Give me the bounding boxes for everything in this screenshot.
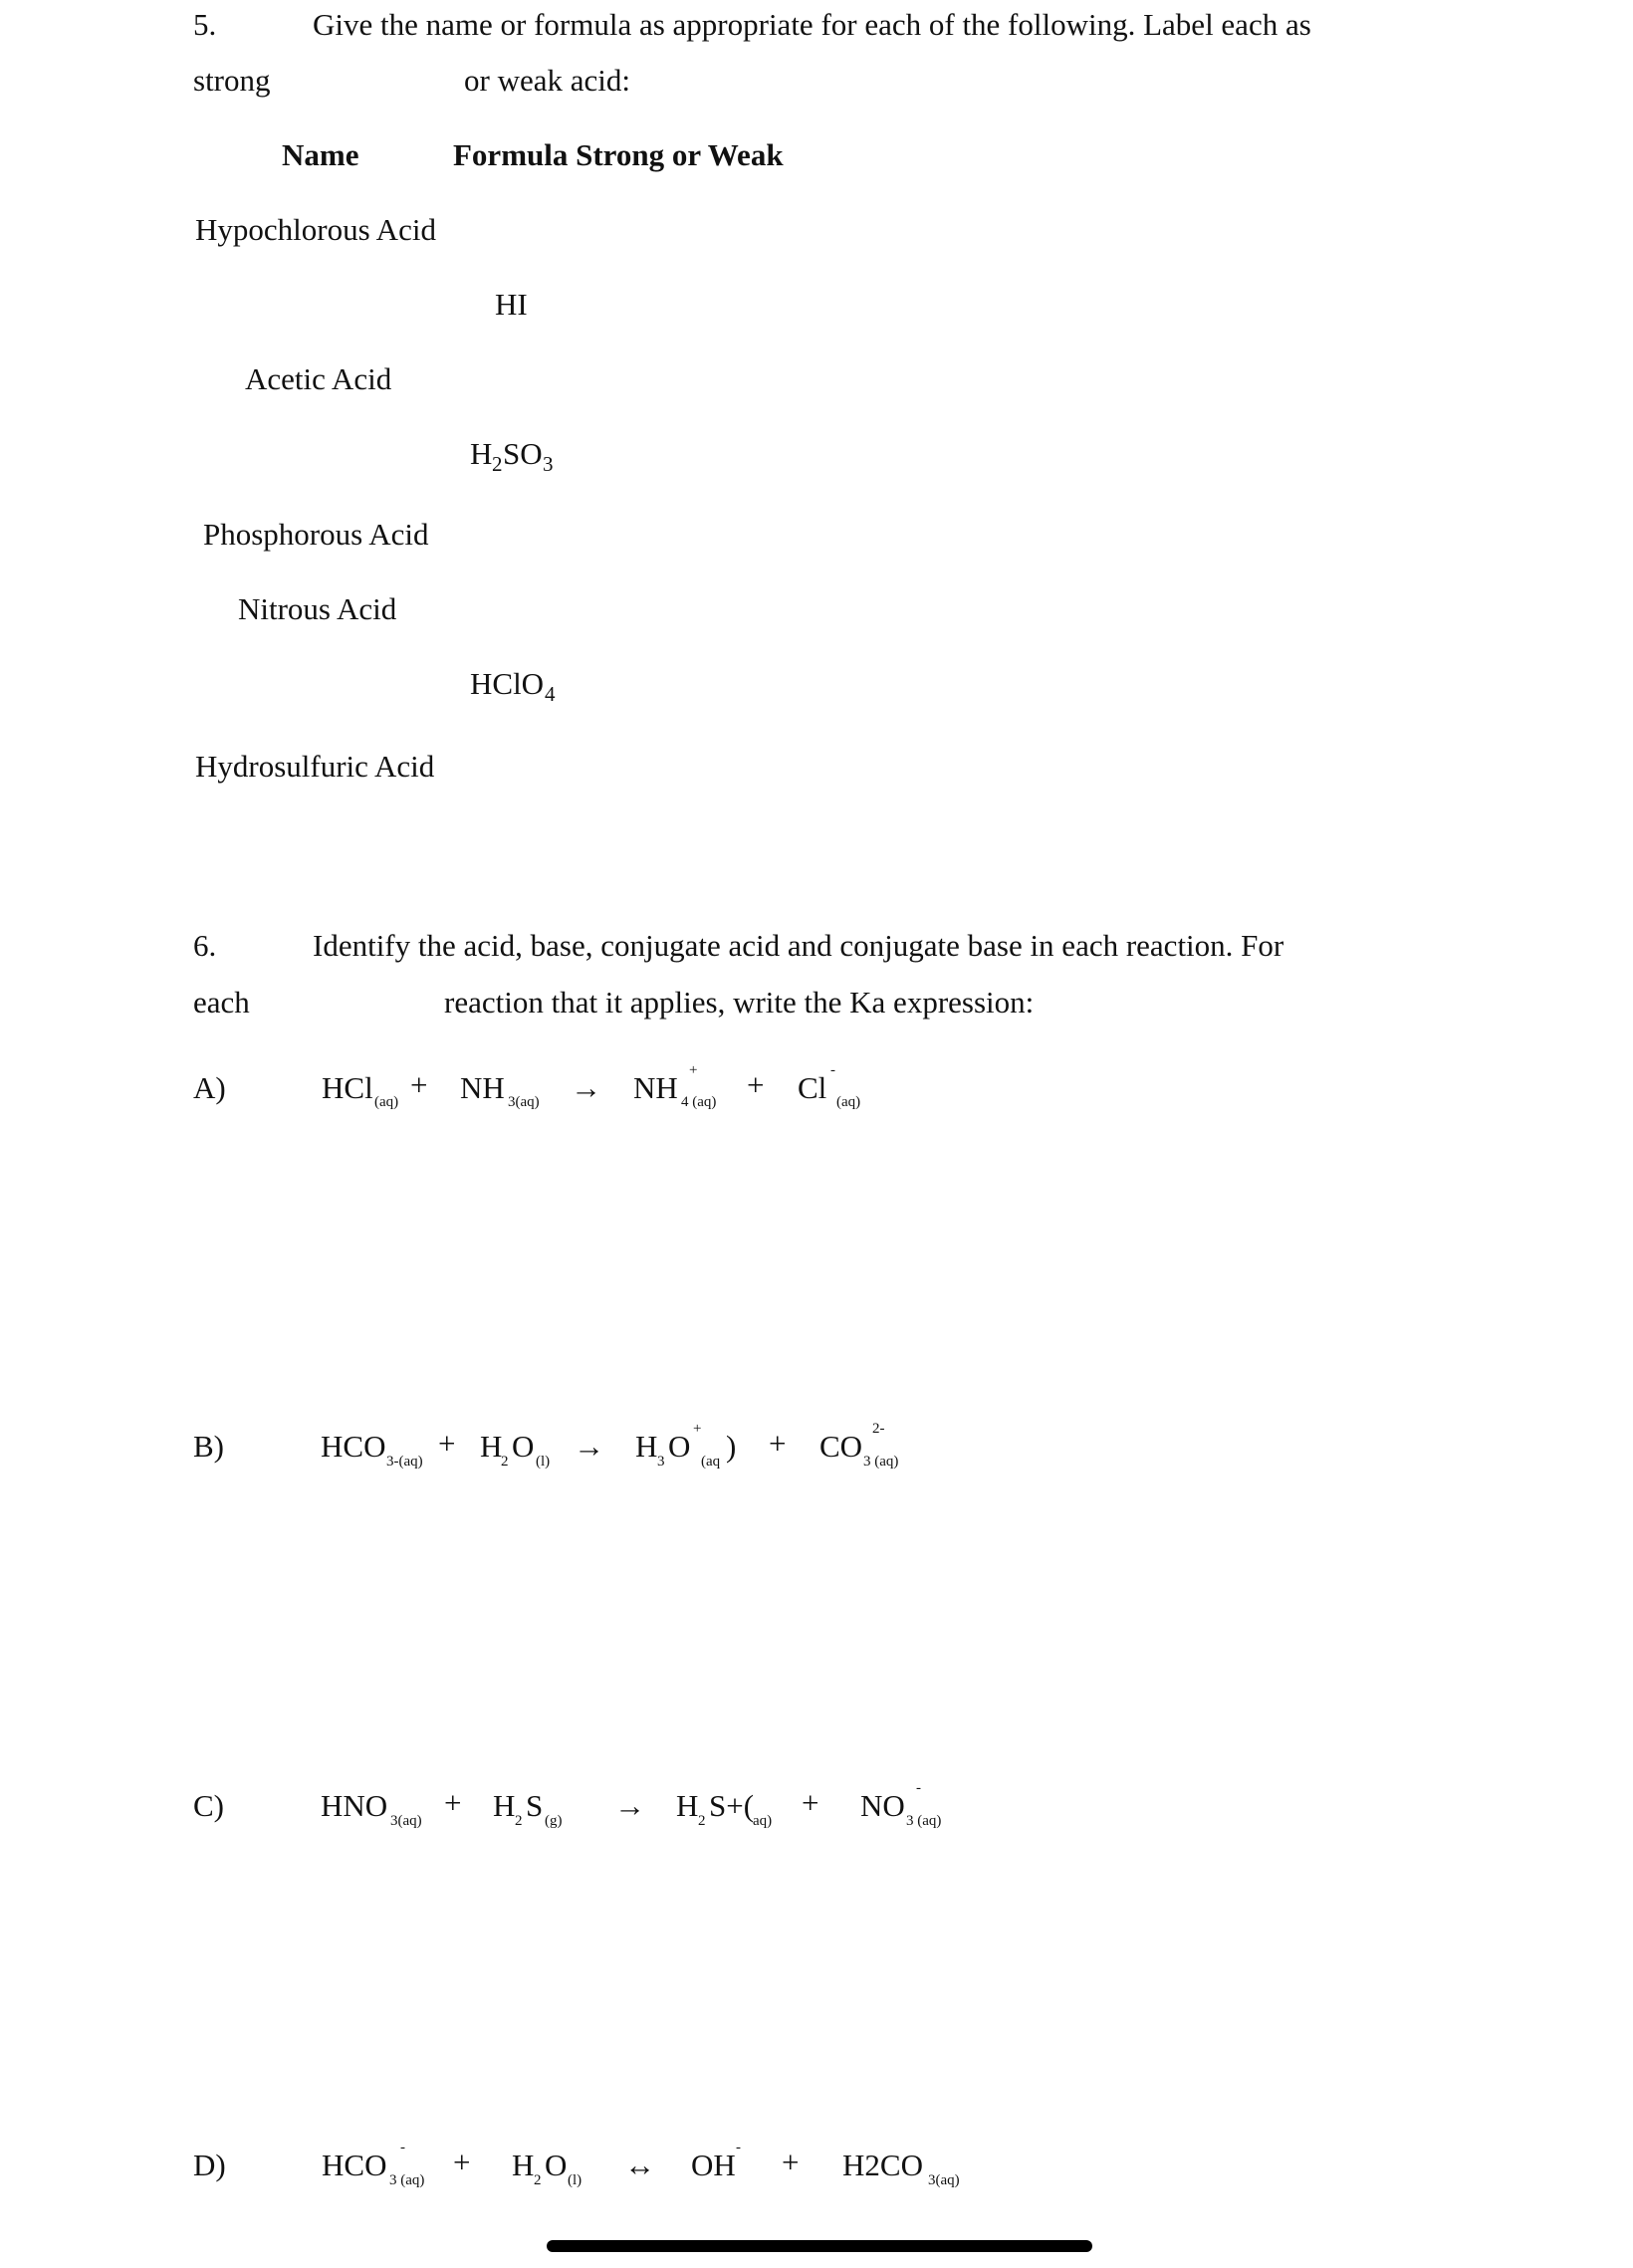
reaction-b-plus1: +: [438, 1426, 456, 1461]
q5-prompt-strong: strong: [193, 63, 271, 98]
reaction-c-h2s-prod-s: S+(: [709, 1788, 755, 1823]
reaction-c-plus1: +: [444, 1785, 462, 1820]
name-hydrosulfuric-acid: Hydrosulfuric Acid: [195, 749, 435, 784]
formula-hi: HI: [495, 287, 528, 322]
reaction-b-arrow: →: [574, 1429, 604, 1464]
reaction-d-arrow: ↔: [624, 2148, 655, 2182]
reaction-d-hco3-sub: 3 (aq): [389, 2172, 425, 2188]
reaction-c-h2s-h: H: [493, 1788, 516, 1823]
reaction-c-hno3: HNO: [321, 1788, 388, 1823]
reaction-d-h2o-o: O: [545, 2148, 568, 2182]
reaction-d-h2o-h: H: [512, 2148, 535, 2182]
reaction-d-h2o-state: (l): [568, 2172, 583, 2188]
reaction-b-label: B): [193, 1429, 224, 1464]
reaction-a-nh4-charge: +: [689, 1062, 698, 1078]
reaction-d-oh: OH: [691, 2148, 736, 2182]
reaction-d-hco3: HCO: [322, 2148, 387, 2182]
formula-h2so3-h: H: [470, 436, 493, 471]
reaction-a-plus1: +: [410, 1067, 428, 1102]
q6-prompt-line2: reaction that it applies, write the Ka expression:: [444, 985, 1035, 1020]
reaction-c-h2s-prod-state: aq): [753, 1813, 773, 1829]
reaction-c-hno3-sub: 3(aq): [390, 1813, 422, 1829]
formula-hclo4-sub4: 4: [545, 682, 556, 706]
reaction-d-label: D): [193, 2148, 226, 2182]
reaction-b-h3o-charge: +: [693, 1421, 702, 1437]
reaction-c-h2s-state: (g): [545, 1813, 563, 1829]
reaction-a-cl: Cl: [798, 1070, 827, 1105]
reaction-a-arrow: →: [571, 1070, 601, 1105]
reaction-b-h2o-o: O: [512, 1429, 535, 1464]
reaction-b-co3: CO: [819, 1429, 863, 1464]
reaction-d-oh-charge: -: [736, 2140, 741, 2155]
reaction-a-nh3: NH: [460, 1070, 505, 1105]
q6-prompt-line1: Identify the acid, base, conjugate acid and conjugate base in each reaction. For: [313, 928, 1284, 963]
reaction-b-h3o-paren: ): [726, 1429, 737, 1464]
name-hypochlorous-acid: Hypochlorous Acid: [195, 212, 436, 247]
reaction-b-co3-sub: 3 (aq): [863, 1454, 899, 1470]
reaction-a-nh4: NH: [633, 1070, 678, 1105]
reaction-b-h2o-state: (l): [536, 1454, 551, 1470]
reaction-c-plus2: +: [802, 1785, 819, 1820]
q5-prompt-line1: Give the name or formula as appropriate for each of the following. Label each as: [313, 7, 1311, 42]
reaction-a-nh4-sub: 4 (aq): [681, 1094, 717, 1110]
reaction-b-h3o-o: O: [668, 1429, 691, 1464]
reaction-a-plus2: +: [747, 1067, 765, 1102]
reaction-a-nh3-sub: 3(aq): [508, 1094, 540, 1110]
q6-number: 6.: [193, 928, 217, 963]
header-formula-strong-weak: Formula Strong or Weak: [453, 137, 784, 172]
q5-prompt-weak: or weak acid:: [464, 63, 630, 98]
q5-number: 5.: [193, 7, 217, 42]
formula-h2so3-sub3: 3: [543, 452, 554, 476]
reaction-c-no3: NO: [860, 1788, 905, 1823]
reaction-b-h2o-h: H: [480, 1429, 503, 1464]
reaction-b-h2o-sub2: 2: [501, 1454, 509, 1470]
name-phosphorous-acid: Phosphorous Acid: [203, 517, 429, 552]
reaction-b-h3o-sub3: 3: [657, 1454, 665, 1470]
reaction-c-no3-charge: -: [916, 1780, 921, 1796]
home-indicator-bar[interactable]: [547, 2240, 1092, 2252]
reaction-a-hcl-state: (aq): [374, 1094, 399, 1110]
reaction-b-hco3-sub: 3-(aq): [386, 1454, 423, 1470]
reaction-d-plus2: +: [782, 2145, 800, 2179]
reaction-b-plus2: +: [769, 1426, 787, 1461]
name-nitrous-acid: Nitrous Acid: [238, 591, 397, 626]
reaction-d-h2co3: H2CO: [842, 2148, 923, 2182]
reaction-c-label: C): [193, 1788, 224, 1823]
reaction-b-h3o-h: H: [635, 1429, 658, 1464]
reaction-c-arrow: →: [614, 1788, 645, 1823]
reaction-c-no3-sub: 3 (aq): [906, 1813, 942, 1829]
formula-hclo4-main: HClO: [470, 666, 545, 701]
reaction-c-h2s-s: S: [526, 1788, 544, 1823]
reaction-a-cl-state: (aq): [836, 1094, 861, 1110]
reaction-b-h3o-state: (aq: [701, 1454, 721, 1470]
reaction-d-hco3-charge: -: [400, 2140, 405, 2155]
formula-h2so3-sub2: 2: [492, 452, 503, 476]
formula-h2so3-so: SO: [503, 436, 543, 471]
reaction-a-label: A): [193, 1070, 226, 1105]
reaction-d-h2co3-sub: 3(aq): [928, 2172, 960, 2188]
reaction-b-hco3: HCO: [321, 1429, 386, 1464]
reaction-c-h2s-sub2: 2: [515, 1813, 523, 1829]
q6-prompt-each: each: [193, 985, 250, 1020]
reaction-a-hcl: HCl: [322, 1070, 373, 1105]
reaction-b-co3-charge: 2-: [872, 1421, 885, 1437]
reaction-c-h2s-prod-h: H: [676, 1788, 699, 1823]
name-acetic-acid: Acetic Acid: [245, 361, 392, 396]
reaction-c-h2s-prod-sub2: 2: [698, 1813, 706, 1829]
reaction-d-h2o-sub2: 2: [534, 2172, 542, 2188]
reaction-d-plus1: +: [453, 2145, 471, 2179]
header-name: Name: [282, 137, 359, 172]
reaction-a-cl-charge: -: [830, 1062, 835, 1078]
